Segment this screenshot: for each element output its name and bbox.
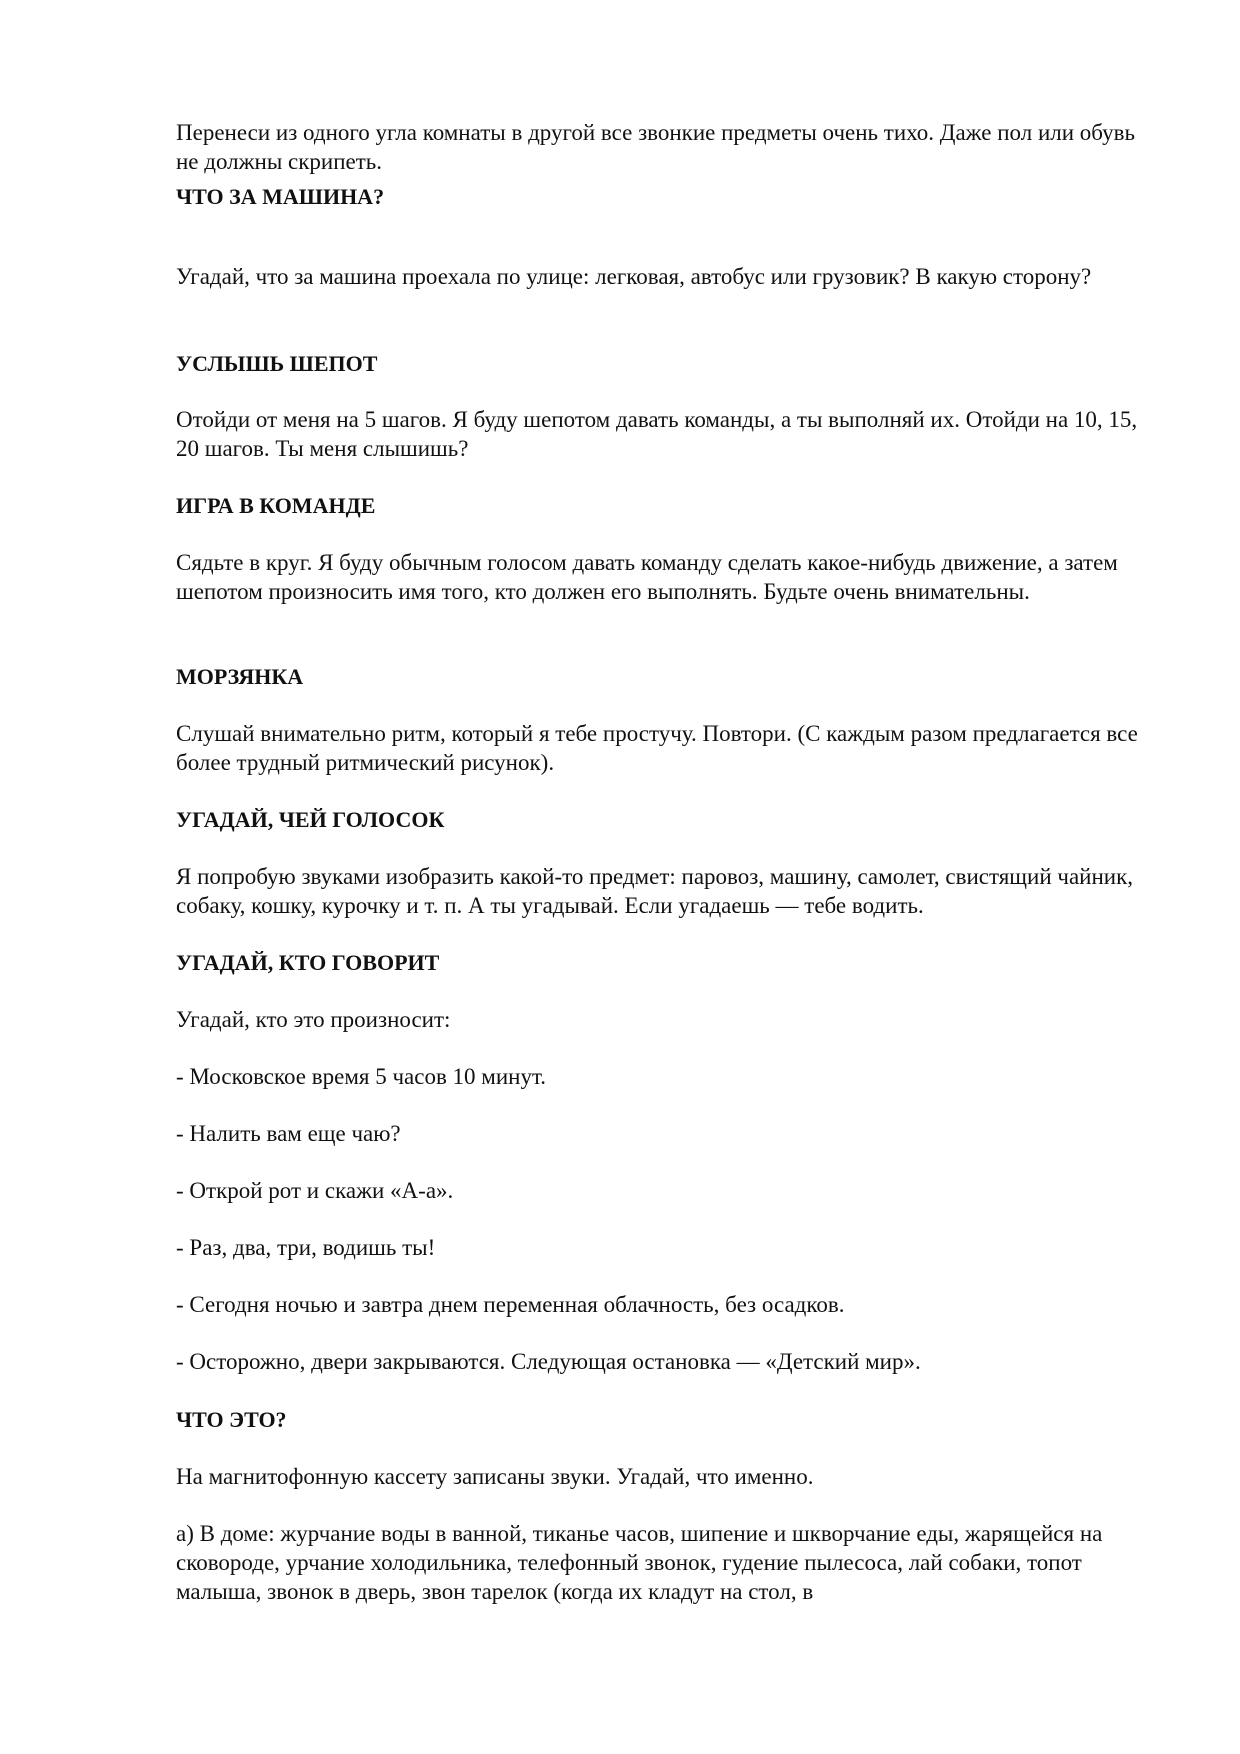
quote-line-1: - Московское время 5 часов 10 минут.: [176, 1064, 547, 1089]
paragraph-chto-eto-intro: На магнитофонную кассету записаны звуки. Угадай, что именно.: [176, 1464, 814, 1489]
paragraph-morzyanka: Слушай внимательно ритм, который я тебе простучу. Повтори. (С каждым разом предлагается все более трудный ритмический рисунок).: [176, 721, 1138, 775]
paragraph-ugaday-kto-govorit-intro: Угадай, кто это произносит:: [176, 1007, 451, 1032]
heading-ugaday-kto-govorit: УГАДАЙ, КТО ГОВОРИТ: [176, 950, 440, 975]
quote-line-3: - Открой рот и скажи «А-а».: [176, 1178, 454, 1203]
heading-uslysh-shepot: УСЛЫШЬ ШЕПОТ: [176, 351, 378, 376]
heading-morzyanka: МОРЗЯНКА: [176, 664, 304, 689]
paragraph-chto-za-mashina: Угадай, что за машина проехала по улице: легковая, автобус или грузовик? В какую сторону?: [176, 264, 1092, 289]
paragraph-chto-eto-a: а) В доме: журчание воды в ванной, тиканье часов, шипение и шкворчание еды, жарящейся на сковороде, урчание холодильника, телефонный звонок, гудение пылесоса, лай собаки, топот малыша, звонок в дверь, звон тарелок (когда их кладут на стол, в: [176, 1521, 1103, 1604]
quote-line-6: - Осторожно, двери закрываются. Следующая остановка — «Детский мир».: [176, 1349, 921, 1374]
quote-line-4: - Раз, два, три, водишь ты!: [176, 1235, 436, 1260]
heading-chto-za-mashina: ЧТО ЗА МАШИНА?: [176, 184, 385, 209]
paragraph-igra-v-komande: Сядьте в круг. Я буду обычным голосом давать команду сделать какое-нибудь движение, а затем шепотом произносить имя того, кто должен его выполнять. Будьте очень внимательны.: [176, 550, 1118, 604]
paragraph-ugaday-chey-golosok: Я попробую звуками изобразить какой-то предмет: паровоз, машину, самолет, свистящий чайник, собаку, кошку, курочку и т. п. А ты угадывай. Если угадаешь — тебе водить.: [176, 864, 1134, 918]
intro-paragraph: Перенеси из одного угла комнаты в другой все звонкие предметы очень тихо. Даже пол или обувь не должны скрипеть.: [176, 120, 1135, 174]
heading-ugaday-chey-golosok: УГАДАЙ, ЧЕЙ ГОЛОСОК: [176, 807, 445, 832]
quote-line-2: - Налить вам еще чаю?: [176, 1121, 401, 1146]
paragraph-uslysh-shepot: Отойди от меня на 5 шагов. Я буду шепотом давать команды, а ты выполняй их. Отойди на 10, 15, 20 шагов. Ты меня слышишь?: [176, 407, 1138, 461]
heading-igra-v-komande: ИГРА В КОМАНДЕ: [176, 493, 376, 518]
quote-line-5: - Сегодня ночью и завтра днем переменная облачность, без осадков.: [176, 1292, 845, 1317]
heading-chto-eto: ЧТО ЭТО?: [176, 1407, 287, 1432]
